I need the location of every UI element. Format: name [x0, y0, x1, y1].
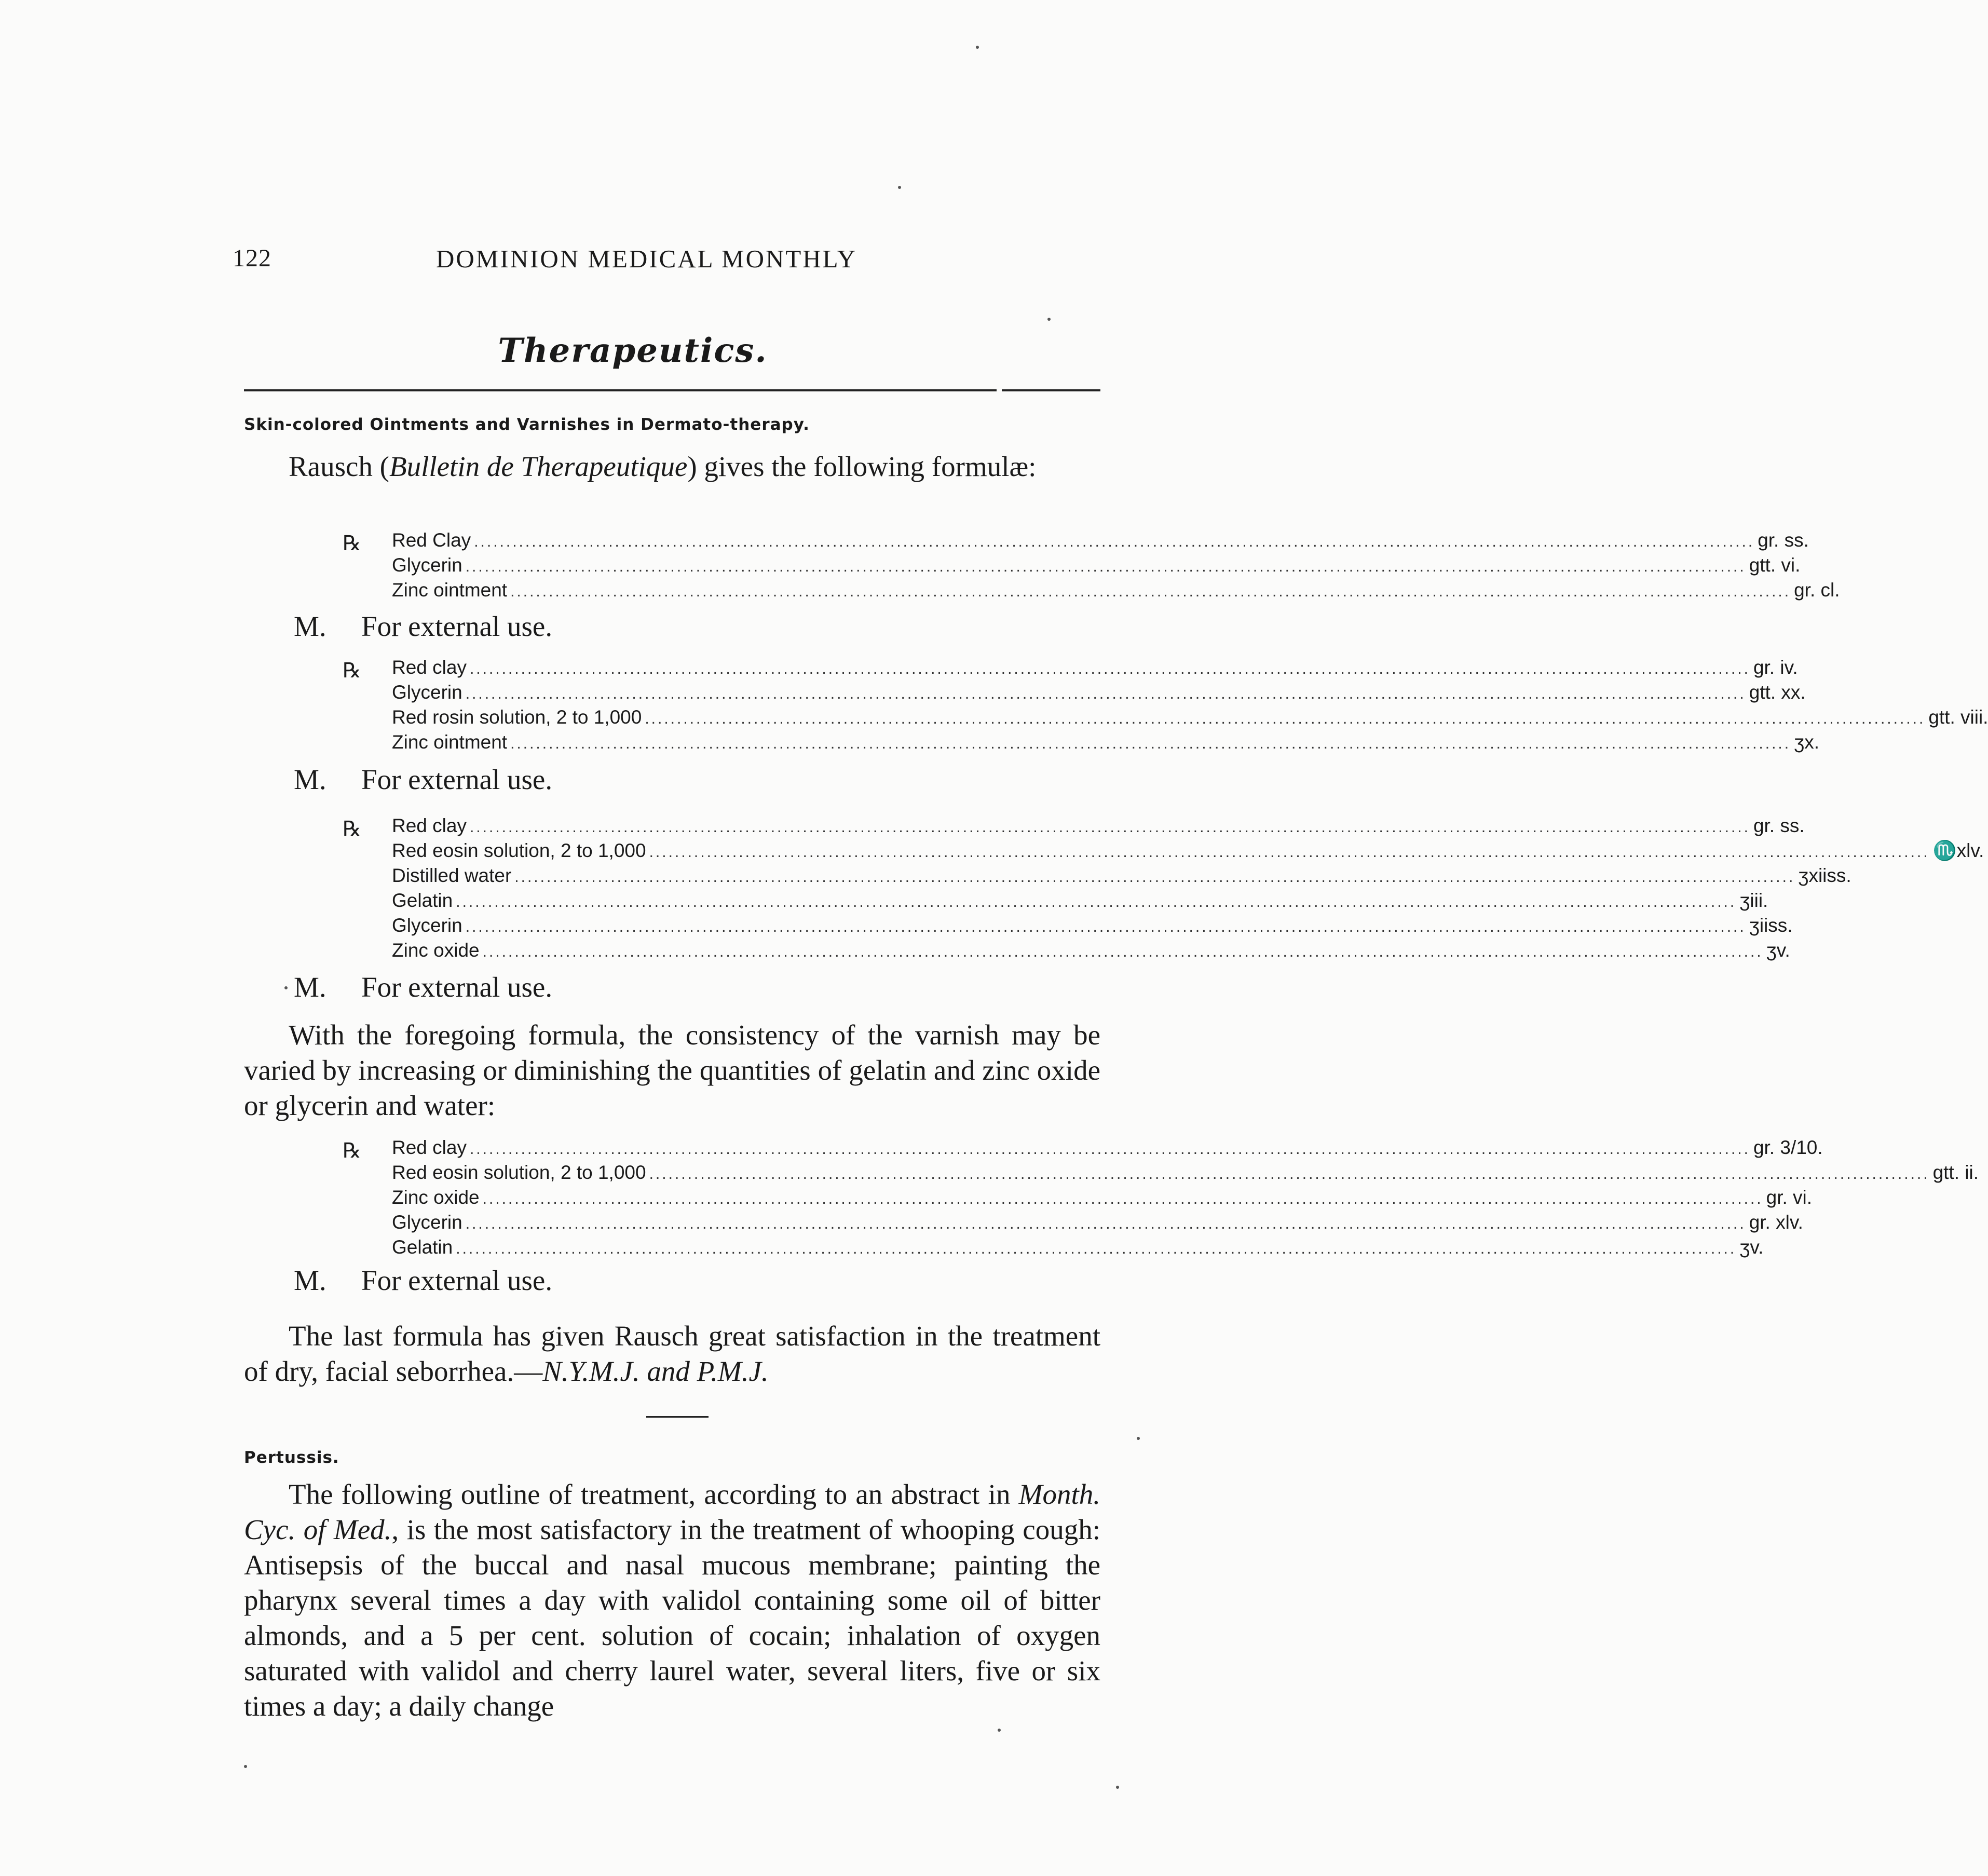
prescription-line [392, 840, 1984, 865]
ingredient-name: Glycerin [392, 915, 462, 936]
ingredient-name: Glycerin [392, 554, 462, 576]
title-rule-short [1002, 389, 1100, 391]
leader-dots: ........................................................................................................................................................................................................ [649, 1165, 1930, 1182]
scan-speck [1047, 318, 1051, 321]
rx-symbol: ℞ [343, 532, 361, 555]
section-divider [646, 1416, 709, 1418]
prescription-line [392, 529, 1809, 554]
article-heading-pertussis: Pertussis. [244, 1448, 339, 1467]
ingredient-name: Red Clay [392, 529, 471, 551]
ingredient-name: Zinc oxide [392, 940, 480, 961]
ingredient-dose: gr. vi. [1766, 1187, 1813, 1208]
ingredient-dose: gr. iv. [1753, 657, 1798, 678]
prescription-line [392, 1187, 1813, 1212]
usage-note: M. For external use. [294, 971, 553, 1003]
ingredient-dose: gtt. ii. [1932, 1162, 1979, 1183]
leader-dots: ........................................................................................................................................................................................................ [456, 893, 1737, 910]
scan-speck [244, 1765, 247, 1768]
usage-note: M. For external use. [294, 764, 553, 795]
prescription-line [392, 815, 1805, 840]
ingredient-dose: ʒv. [1766, 940, 1790, 961]
ingredient-name: Red clay [392, 657, 467, 678]
ingredient-name: Red eosin solution, 2 to 1,000 [392, 1162, 646, 1183]
leader-dots: ........................................................................................................................................................................................................ [482, 943, 1763, 960]
running-head: DOMINION MEDICAL MONTHLY [436, 244, 857, 273]
prescription-line [392, 1162, 1979, 1187]
usage-note: M. For external use. [294, 610, 553, 642]
ingredient-dose: gr. cl. [1794, 579, 1840, 601]
scan-speck [976, 46, 979, 49]
ingredient-dose: gtt. xx. [1749, 682, 1806, 703]
ingredient-dose: gr. xlv. [1749, 1212, 1803, 1233]
varnish-paragraph: With the foregoing formula, the consistency of the varnish may be varied by increasing or diminishing the quantities of gelatin and zinc oxide or glycerin and water: [244, 1019, 1100, 1121]
leader-dots: ........................................................................................................................................................................................................ [469, 660, 1750, 677]
ingredient-name: Glycerin [392, 682, 462, 703]
prescription-line [392, 706, 1988, 731]
leader-dots: ........................................................................................................................................................................................................ [465, 918, 1746, 935]
leader-dots: ........................................................................................................................................................................................................ [510, 735, 1791, 752]
ingredient-name: Gelatin [392, 1236, 453, 1258]
scan-speck [284, 986, 288, 989]
ingredient-name: Zinc oxide [392, 1187, 480, 1208]
ingredient-dose: gtt. viii. [1928, 706, 1988, 728]
leader-dots: ........................................................................................................................................................................................................ [465, 558, 1746, 575]
ingredient-name: Zinc ointment [392, 579, 508, 601]
ingredient-dose: ʒxiiss. [1798, 865, 1851, 886]
prescription-line [392, 1236, 1764, 1261]
prescription-line [392, 554, 1801, 579]
leader-dots: ........................................................................................................................................................................................................ [645, 710, 1926, 727]
rx-symbol: ℞ [343, 1139, 361, 1163]
leader-dots: ........................................................................................................................................................................................................ [469, 1140, 1750, 1158]
title-rule-long [244, 389, 997, 391]
ingredient-dose: ʒiiss. [1749, 915, 1793, 936]
prescription-line [392, 731, 1820, 756]
leader-dots: ........................................................................................................................................................................................................ [514, 868, 1795, 886]
ingredient-dose: ʒx. [1794, 731, 1820, 753]
ingredient-dose: gr. ss. [1758, 529, 1809, 551]
ingredient-dose: ♏xlv. [1932, 840, 1984, 861]
leader-dots: ........................................................................................................................................................................................................ [474, 533, 1755, 550]
ingredient-name: Red clay [392, 1137, 467, 1158]
prescription-line [392, 865, 1851, 890]
prescription-line [392, 1212, 1803, 1236]
ingredient-dose: ʒv. [1739, 1236, 1764, 1258]
leader-dots: ........................................................................................................................................................................................................ [465, 685, 1746, 702]
prescription-line [392, 915, 1793, 940]
pertussis-paragraph: The following outline of treatment, according to an abstract in Month. Cyc. of Med., is the most satisfactory in the treatment of whooping cough: Antisepsis of the buccal and nasal mucous membrane; painting the pharynx several times a day with validol containing some oil of bitter almonds, and a 5 per cent. solution of cocain; inhalation of oxygen saturated with validol and cherry laurel water, several liters, five or six times a day; a daily change [244, 1478, 1101, 1722]
ingredient-name: Glycerin [392, 1212, 462, 1233]
scan-speck [1137, 1437, 1140, 1440]
prescription-line [392, 682, 1806, 706]
intro-paragraph: Rausch (Bulletin de Therapeutique) gives the following formulæ: [289, 451, 1037, 482]
leader-dots: ........................................................................................................................................................................................................ [469, 819, 1750, 836]
ingredient-dose: gr. 3/10. [1753, 1137, 1823, 1158]
ingredient-name: Red rosin solution, 2 to 1,000 [392, 706, 642, 728]
ingredient-name: Red eosin solution, 2 to 1,000 [392, 840, 646, 861]
citation: N.Y.M.J. and P.M.J. [542, 1355, 769, 1387]
page-number: 122 [233, 244, 271, 272]
scan-speck [1116, 1786, 1119, 1789]
rx-symbol: ℞ [343, 817, 361, 841]
leader-dots: ........................................................................................................................................................................................................ [649, 844, 1930, 861]
prescription-line [392, 890, 1768, 915]
scan-speck [898, 186, 901, 189]
ingredient-name: Red clay [392, 815, 467, 836]
section-title: Therapeutics. [498, 331, 768, 370]
rx-symbol: ℞ [343, 659, 361, 683]
prescription-line [392, 1137, 1823, 1162]
ingredient-name: Zinc ointment [392, 731, 508, 753]
article-heading: Skin-colored Ointments and Varnishes in Dermato-therapy. [244, 415, 810, 434]
leader-dots: ........................................................................................................................................................................................................ [456, 1240, 1737, 1257]
leader-dots: ........................................................................................................................................................................................................ [482, 1190, 1763, 1207]
ingredient-dose: gtt. vi. [1749, 554, 1801, 576]
scan-speck [998, 1729, 1001, 1732]
ingredient-dose: gr. ss. [1753, 815, 1805, 836]
prescription-line [392, 940, 1790, 964]
ingredient-name: Distilled water [392, 865, 512, 886]
ingredient-name: Gelatin [392, 890, 453, 911]
closing-paragraph: The last formula has given Rausch great satisfaction in the treatment of dry, facial seborrhea.—N.Y.M.J. and P.M.J. [244, 1320, 1100, 1387]
prescription-line [392, 657, 1798, 682]
prescription-line [392, 579, 1840, 604]
source-title: Bulletin de Therapeutique [389, 451, 688, 482]
usage-note: M. For external use. [294, 1265, 553, 1296]
source-title: Month. Cyc. of Med. [244, 1478, 1100, 1545]
leader-dots: ........................................................................................................................................................................................................ [510, 583, 1791, 600]
ingredient-dose: ʒiii. [1739, 890, 1768, 911]
leader-dots: ........................................................................................................................................................................................................ [465, 1215, 1746, 1232]
